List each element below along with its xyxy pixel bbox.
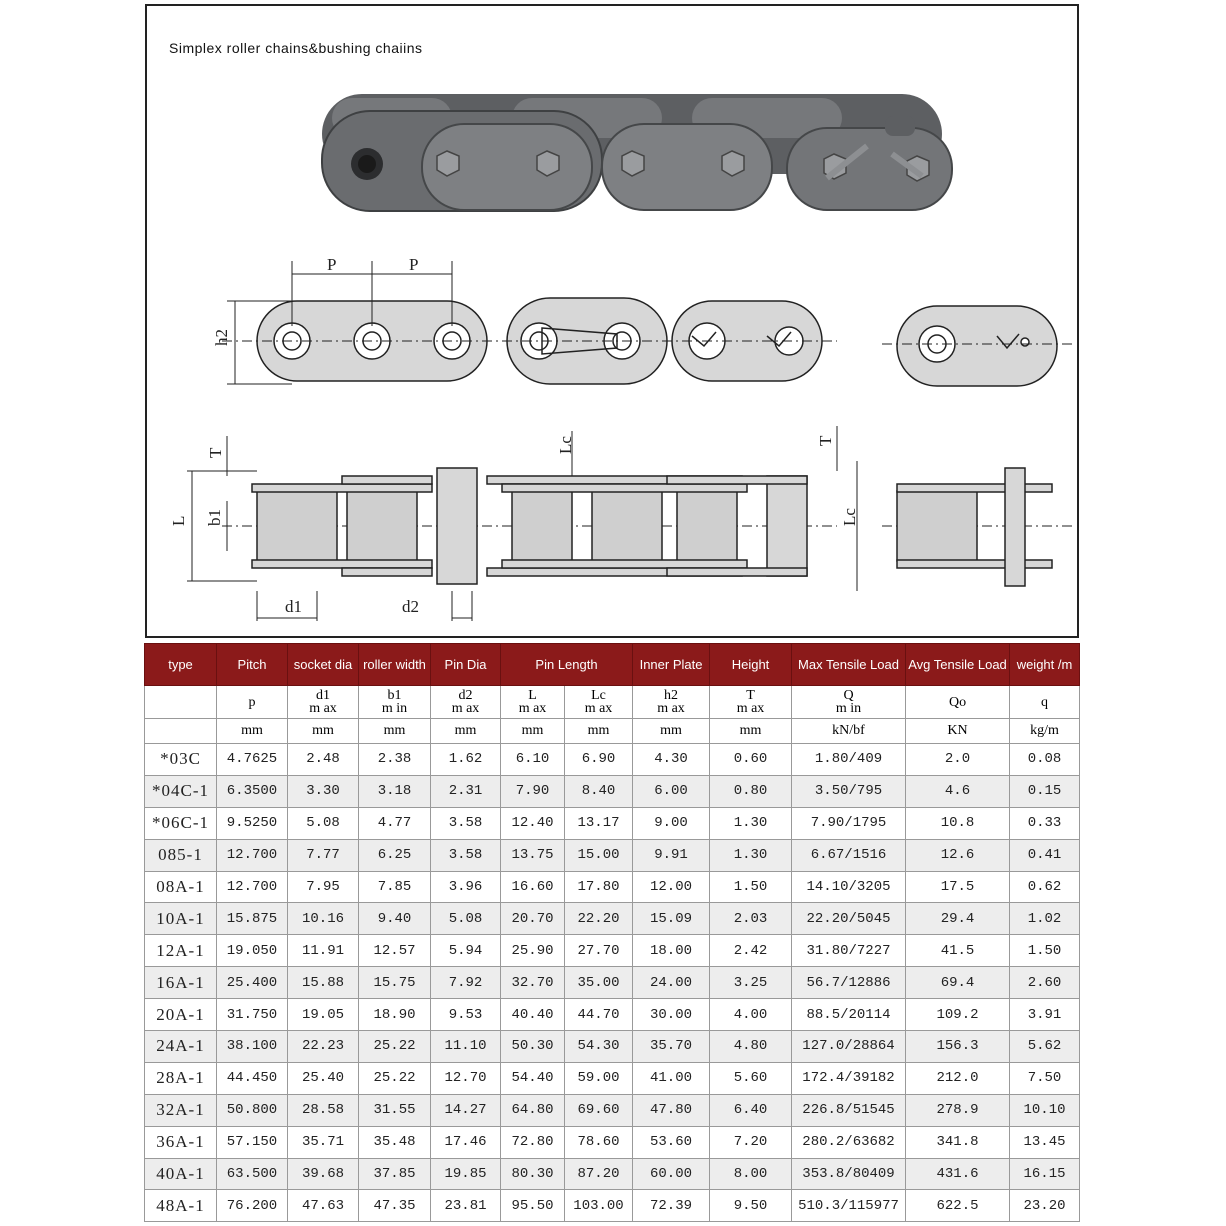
value-cell: 23.20 xyxy=(1010,1190,1080,1222)
value-cell: 15.00 xyxy=(565,839,633,871)
value-cell: 4.80 xyxy=(710,1031,792,1063)
unit-cell: KN xyxy=(906,719,1010,744)
table-row xyxy=(145,967,1080,999)
symbol-cell: d1 m ax xyxy=(288,686,359,719)
value-cell: 6.67/1516 xyxy=(792,839,906,871)
unit-cell: mm xyxy=(501,719,565,744)
value-cell: 63.500 xyxy=(217,1158,288,1190)
value-cell: 57.150 xyxy=(217,1126,288,1158)
value-cell: 25.22 xyxy=(359,1031,431,1063)
symbol-cell: Lc m ax xyxy=(565,686,633,719)
value-cell: 59.00 xyxy=(565,1062,633,1094)
value-cell: 32.70 xyxy=(501,967,565,999)
header-weight: weight /m xyxy=(1010,644,1080,686)
value-cell: 341.8 xyxy=(906,1126,1010,1158)
header-height: Height xyxy=(710,644,792,686)
chain-figure-panel xyxy=(145,4,1079,638)
table-row xyxy=(145,1062,1080,1094)
value-cell: 4.30 xyxy=(633,744,710,776)
figure-title: Simplex roller chains&bushing chaiins xyxy=(169,40,423,56)
value-cell: 12.6 xyxy=(906,839,1010,871)
unit-cell: mm xyxy=(565,719,633,744)
value-cell: 88.5/20114 xyxy=(792,999,906,1031)
value-cell: 622.5 xyxy=(906,1190,1010,1222)
value-cell: 5.08 xyxy=(431,903,501,935)
value-cell: 2.48 xyxy=(288,744,359,776)
value-cell: 103.00 xyxy=(565,1190,633,1222)
value-cell: 0.08 xyxy=(1010,744,1080,776)
table-row xyxy=(145,999,1080,1031)
value-cell: 5.62 xyxy=(1010,1031,1080,1063)
table-row xyxy=(145,839,1080,871)
value-cell: 10.10 xyxy=(1010,1094,1080,1126)
value-cell: 15.875 xyxy=(217,903,288,935)
symbol-cell: b1 m in xyxy=(359,686,431,719)
value-cell: 12.700 xyxy=(217,871,288,903)
value-cell: 353.8/80409 xyxy=(792,1158,906,1190)
value-cell: 5.94 xyxy=(431,935,501,967)
unit-cell: mm xyxy=(633,719,710,744)
header-pin-length: Pin Length xyxy=(501,644,633,686)
value-cell: 10.16 xyxy=(288,903,359,935)
value-cell: 0.15 xyxy=(1010,775,1080,807)
value-cell: 72.39 xyxy=(633,1190,710,1222)
value-cell: 39.68 xyxy=(288,1158,359,1190)
value-cell: 3.58 xyxy=(431,807,501,839)
type-cell: *06C-1 xyxy=(145,807,217,839)
value-cell: 69.4 xyxy=(906,967,1010,999)
value-cell: 13.45 xyxy=(1010,1126,1080,1158)
table-row xyxy=(145,1094,1080,1126)
table-row xyxy=(145,1190,1080,1222)
value-cell: 40.40 xyxy=(501,999,565,1031)
value-cell: 9.91 xyxy=(633,839,710,871)
unit-cell: mm xyxy=(710,719,792,744)
value-cell: 53.60 xyxy=(633,1126,710,1158)
value-cell: 25.400 xyxy=(217,967,288,999)
type-cell: 48A-1 xyxy=(145,1190,217,1222)
value-cell: 7.20 xyxy=(710,1126,792,1158)
value-cell: 7.90 xyxy=(501,775,565,807)
label-lc1: Lc xyxy=(556,436,575,454)
value-cell: 31.80/7227 xyxy=(792,935,906,967)
symbol-cell: Qo xyxy=(906,686,1010,719)
value-cell: 11.91 xyxy=(288,935,359,967)
value-cell: 24.00 xyxy=(633,967,710,999)
unit-cell: mm xyxy=(359,719,431,744)
header-pitch: Pitch xyxy=(217,644,288,686)
value-cell: 60.00 xyxy=(633,1158,710,1190)
value-cell: 3.18 xyxy=(359,775,431,807)
value-cell: 64.80 xyxy=(501,1094,565,1126)
label-d1: d1 xyxy=(285,597,302,616)
table-row xyxy=(145,744,1080,776)
value-cell: 12.70 xyxy=(431,1062,501,1094)
value-cell: 7.95 xyxy=(288,871,359,903)
value-cell: 3.91 xyxy=(1010,999,1080,1031)
label-b1: b1 xyxy=(205,509,224,526)
value-cell: 5.08 xyxy=(288,807,359,839)
value-cell: 80.30 xyxy=(501,1158,565,1190)
value-cell: 50.800 xyxy=(217,1094,288,1126)
value-cell: 2.03 xyxy=(710,903,792,935)
value-cell: 7.90/1795 xyxy=(792,807,906,839)
value-cell: 54.40 xyxy=(501,1062,565,1094)
chain-plan-view xyxy=(252,468,1052,586)
value-cell: 35.00 xyxy=(565,967,633,999)
value-cell: 15.88 xyxy=(288,967,359,999)
value-cell: 18.00 xyxy=(633,935,710,967)
symbol-cell: h2 m ax xyxy=(633,686,710,719)
value-cell: 41.5 xyxy=(906,935,1010,967)
value-cell: 72.80 xyxy=(501,1126,565,1158)
value-cell: 25.22 xyxy=(359,1062,431,1094)
table-body xyxy=(145,744,1080,1222)
value-cell: 18.90 xyxy=(359,999,431,1031)
value-cell: 4.6 xyxy=(906,775,1010,807)
label-d2: d2 xyxy=(402,597,419,616)
value-cell: 226.8/51545 xyxy=(792,1094,906,1126)
value-cell: 30.00 xyxy=(633,999,710,1031)
header-avg-tensile: Avg Tensile Load xyxy=(906,644,1010,686)
value-cell: 15.75 xyxy=(359,967,431,999)
value-cell: 9.53 xyxy=(431,999,501,1031)
unit-cell: kg/m xyxy=(1010,719,1080,744)
chain-photo xyxy=(322,94,952,211)
value-cell: 0.80 xyxy=(710,775,792,807)
value-cell: 17.80 xyxy=(565,871,633,903)
value-cell: 280.2/63682 xyxy=(792,1126,906,1158)
value-cell: 22.20 xyxy=(565,903,633,935)
value-cell: 6.25 xyxy=(359,839,431,871)
value-cell: 5.60 xyxy=(710,1062,792,1094)
value-cell: 17.46 xyxy=(431,1126,501,1158)
unit-cell: mm xyxy=(288,719,359,744)
label-p1: P xyxy=(327,255,337,274)
value-cell: 17.5 xyxy=(906,871,1010,903)
type-cell: 10A-1 xyxy=(145,903,217,935)
value-cell: 13.75 xyxy=(501,839,565,871)
value-cell: 44.450 xyxy=(217,1062,288,1094)
value-cell: 25.40 xyxy=(288,1062,359,1094)
value-cell: 7.92 xyxy=(431,967,501,999)
type-cell: 12A-1 xyxy=(145,935,217,967)
value-cell: 12.57 xyxy=(359,935,431,967)
value-cell: 4.7625 xyxy=(217,744,288,776)
value-cell: 2.60 xyxy=(1010,967,1080,999)
label-t2: T xyxy=(816,435,835,446)
value-cell: 27.70 xyxy=(565,935,633,967)
value-cell: 1.80/409 xyxy=(792,744,906,776)
type-cell: 36A-1 xyxy=(145,1126,217,1158)
value-cell: 15.09 xyxy=(633,903,710,935)
value-cell: 4.00 xyxy=(710,999,792,1031)
type-cell: 085-1 xyxy=(145,839,217,871)
value-cell: 44.70 xyxy=(565,999,633,1031)
value-cell: 56.7/12886 xyxy=(792,967,906,999)
value-cell: 35.71 xyxy=(288,1126,359,1158)
table-row xyxy=(145,935,1080,967)
symbol-cell: d2 m ax xyxy=(431,686,501,719)
table-row xyxy=(145,1126,1080,1158)
value-cell: 2.38 xyxy=(359,744,431,776)
value-cell: 109.2 xyxy=(906,999,1010,1031)
value-cell: 19.85 xyxy=(431,1158,501,1190)
value-cell: 7.77 xyxy=(288,839,359,871)
type-cell: *04C-1 xyxy=(145,775,217,807)
unit-cell: kN/bf xyxy=(792,719,906,744)
value-cell: 22.20/5045 xyxy=(792,903,906,935)
label-t1: T xyxy=(206,447,225,458)
value-cell: 35.70 xyxy=(633,1031,710,1063)
value-cell: 2.0 xyxy=(906,744,1010,776)
value-cell: 172.4/39182 xyxy=(792,1062,906,1094)
value-cell: 23.81 xyxy=(431,1190,501,1222)
value-cell: 2.42 xyxy=(710,935,792,967)
value-cell: 9.50 xyxy=(710,1190,792,1222)
value-cell: 10.8 xyxy=(906,807,1010,839)
symbol-cell: T m ax xyxy=(710,686,792,719)
value-cell: 37.85 xyxy=(359,1158,431,1190)
table-row xyxy=(145,807,1080,839)
symbol-cell: Q m in xyxy=(792,686,906,719)
value-cell: 7.50 xyxy=(1010,1062,1080,1094)
value-cell: 87.20 xyxy=(565,1158,633,1190)
value-cell: 19.05 xyxy=(288,999,359,1031)
type-cell: *03C xyxy=(145,744,217,776)
value-cell: 1.30 xyxy=(710,807,792,839)
value-cell: 14.27 xyxy=(431,1094,501,1126)
value-cell: 25.90 xyxy=(501,935,565,967)
value-cell: 8.40 xyxy=(565,775,633,807)
symbol-cell: q xyxy=(1010,686,1080,719)
value-cell: 3.96 xyxy=(431,871,501,903)
value-cell: 38.100 xyxy=(217,1031,288,1063)
unit-row xyxy=(145,719,1080,744)
value-cell: 95.50 xyxy=(501,1190,565,1222)
value-cell: 35.48 xyxy=(359,1126,431,1158)
value-cell: 12.40 xyxy=(501,807,565,839)
value-cell: 3.50/795 xyxy=(792,775,906,807)
value-cell: 4.77 xyxy=(359,807,431,839)
type-cell: 28A-1 xyxy=(145,1062,217,1094)
value-cell: 12.00 xyxy=(633,871,710,903)
value-cell: 1.50 xyxy=(710,871,792,903)
symbol-cell: L m ax xyxy=(501,686,565,719)
table-row xyxy=(145,1031,1080,1063)
table-row xyxy=(145,1158,1080,1190)
symbol-cell: p xyxy=(217,686,288,719)
value-cell: 31.750 xyxy=(217,999,288,1031)
value-cell: 278.9 xyxy=(906,1094,1010,1126)
value-cell: 0.41 xyxy=(1010,839,1080,871)
value-cell: 3.25 xyxy=(710,967,792,999)
value-cell: 47.80 xyxy=(633,1094,710,1126)
value-cell: 78.60 xyxy=(565,1126,633,1158)
value-cell: 510.3/115977 xyxy=(792,1190,906,1222)
value-cell: 431.6 xyxy=(906,1158,1010,1190)
table-row xyxy=(145,871,1080,903)
value-cell: 0.33 xyxy=(1010,807,1080,839)
value-cell: 16.15 xyxy=(1010,1158,1080,1190)
value-cell: 3.30 xyxy=(288,775,359,807)
value-cell: 8.00 xyxy=(710,1158,792,1190)
label-lc2: Lc xyxy=(840,508,859,526)
table-row xyxy=(145,903,1080,935)
value-cell: 20.70 xyxy=(501,903,565,935)
header-roller-width: roller width xyxy=(359,644,431,686)
value-cell: 6.3500 xyxy=(217,775,288,807)
header-max-tensile: Max Tensile Load xyxy=(792,644,906,686)
value-cell: 1.30 xyxy=(710,839,792,871)
value-cell: 127.0/28864 xyxy=(792,1031,906,1063)
value-cell: 22.23 xyxy=(288,1031,359,1063)
header-pin-dia: Pin Dia xyxy=(431,644,501,686)
header-inner-plate: Inner Plate xyxy=(633,644,710,686)
type-cell: 20A-1 xyxy=(145,999,217,1031)
value-cell: 6.10 xyxy=(501,744,565,776)
chain-side-view xyxy=(257,298,1057,386)
value-cell: 212.0 xyxy=(906,1062,1010,1094)
value-cell: 19.050 xyxy=(217,935,288,967)
value-cell: 76.200 xyxy=(217,1190,288,1222)
value-cell: 6.90 xyxy=(565,744,633,776)
value-cell: 3.58 xyxy=(431,839,501,871)
type-cell: 40A-1 xyxy=(145,1158,217,1190)
chain-drawings xyxy=(147,6,1077,636)
value-cell: 47.63 xyxy=(288,1190,359,1222)
value-cell: 1.02 xyxy=(1010,903,1080,935)
value-cell: 2.31 xyxy=(431,775,501,807)
label-l: L xyxy=(169,515,188,526)
unit-cell: mm xyxy=(431,719,501,744)
label-h2: h2 xyxy=(212,329,231,346)
value-cell: 69.60 xyxy=(565,1094,633,1126)
value-cell: 13.17 xyxy=(565,807,633,839)
value-cell: 16.60 xyxy=(501,871,565,903)
symbol-row xyxy=(145,686,1080,719)
value-cell: 54.30 xyxy=(565,1031,633,1063)
value-cell: 50.30 xyxy=(501,1031,565,1063)
value-cell: 6.40 xyxy=(710,1094,792,1126)
type-cell: 16A-1 xyxy=(145,967,217,999)
header-type: type xyxy=(145,644,217,686)
value-cell: 1.50 xyxy=(1010,935,1080,967)
chain-spec-table xyxy=(144,643,1080,1222)
label-p2: P xyxy=(409,255,419,274)
type-cell: 24A-1 xyxy=(145,1031,217,1063)
value-cell: 0.60 xyxy=(710,744,792,776)
value-cell: 28.58 xyxy=(288,1094,359,1126)
value-cell: 11.10 xyxy=(431,1031,501,1063)
value-cell: 6.00 xyxy=(633,775,710,807)
value-cell: 9.5250 xyxy=(217,807,288,839)
type-cell: 32A-1 xyxy=(145,1094,217,1126)
value-cell: 14.10/3205 xyxy=(792,871,906,903)
value-cell: 1.62 xyxy=(431,744,501,776)
value-cell: 156.3 xyxy=(906,1031,1010,1063)
header-socket-dia: socket dia xyxy=(288,644,359,686)
value-cell: 41.00 xyxy=(633,1062,710,1094)
unit-cell: mm xyxy=(217,719,288,744)
table-row xyxy=(145,775,1080,807)
value-cell: 7.85 xyxy=(359,871,431,903)
unit-cell xyxy=(145,719,217,744)
value-cell: 31.55 xyxy=(359,1094,431,1126)
type-cell: 08A-1 xyxy=(145,871,217,903)
value-cell: 9.00 xyxy=(633,807,710,839)
value-cell: 0.62 xyxy=(1010,871,1080,903)
value-cell: 29.4 xyxy=(906,903,1010,935)
value-cell: 47.35 xyxy=(359,1190,431,1222)
value-cell: 9.40 xyxy=(359,903,431,935)
value-cell: 12.700 xyxy=(217,839,288,871)
symbol-cell xyxy=(145,686,217,719)
header-row xyxy=(145,644,1080,686)
